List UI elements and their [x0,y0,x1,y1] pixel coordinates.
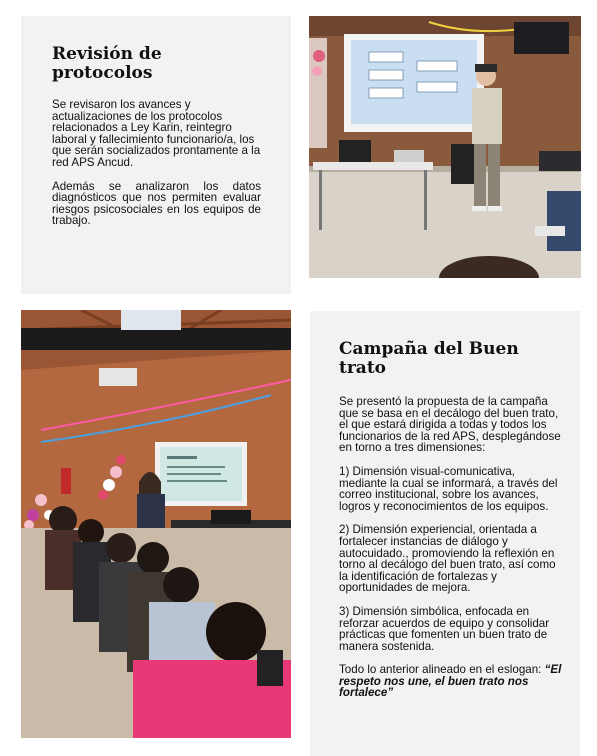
protocols-paragraph-1: Se revisaron los avances y actualizaciones de los protocolos relacionados a Ley Karin, reintegro laboral y fallecimiento funcionario/a, los que serán socializados prontamente a la red APS Ancud. [52,98,261,169]
campaign-dimension-2: 2) Dimensión experiencial, orientada a fortalecer instancias de diálogo y autocuidado., promoviendo la reflexión en torno al decálogo del buen trato, así como la identificación de fortalezas y oportunidades de mejora. [339,523,556,595]
protocols-paragraph-2: Además se analizaron los datos diagnósticos que nos permiten evaluar riesgos psicosociales en los equipos de trabajo. [52,179,261,228]
campaign-title: Campaña del Buen trato [339,339,519,378]
campaign-dimension-3: 3) Dimensión simbólica, enfocada en reforzar acuerdos de equipo y consolidar prácticas que fomenten un buen trato de manera sostenida. [339,604,550,653]
presentation-photo [309,16,581,278]
campaign-intro: Se presentó la propuesta de la campaña que se basa en el decálogo del buen trato, el que estará dirigida a todas y todos los funcionarios de la red APS, desplegándose en torno a tres dimensiones: [339,395,561,455]
campaign-closing-text: Todo lo anterior alineado en el eslogan: [339,663,545,677]
protocols-card [21,16,291,294]
campaign-card [310,311,580,756]
audience-photo [21,310,291,738]
campaign-dimension-1: 1) Dimensión visual-comunicativa, mediante la cual se informará, a través del correo institucional, sobre los avances, logros y reconocimientos de los equipos. [339,464,558,513]
protocols-title: Revisión de protocolos [52,44,162,83]
presenter-at-screen-image [309,16,581,278]
campaign-closing [339,664,562,699]
campaign-slogan: “El respeto nos une, el buen trato nos fortalece” [339,663,562,700]
audience-and-presenter-image [21,310,291,738]
